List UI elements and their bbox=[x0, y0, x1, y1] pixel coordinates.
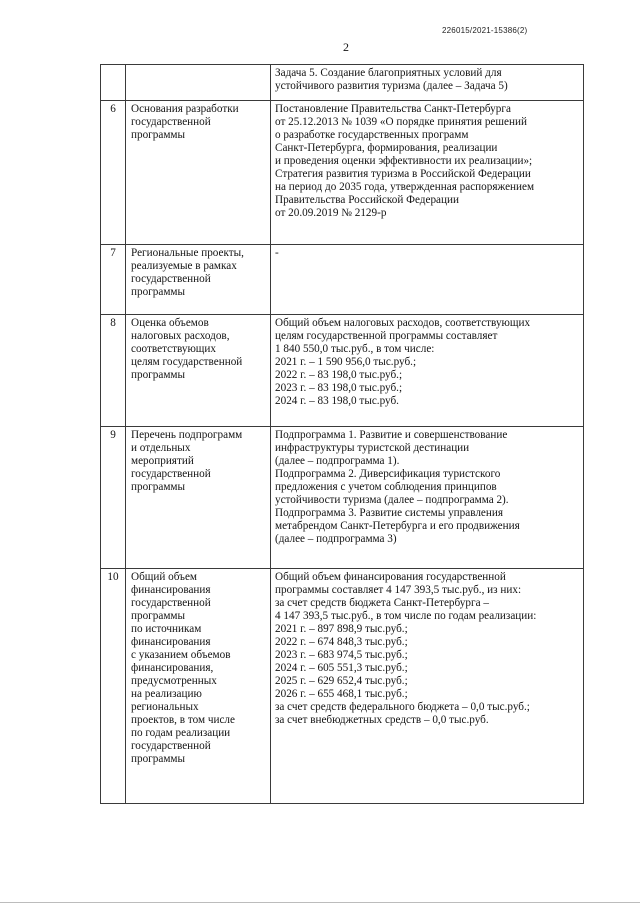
row-number-cell: 9 bbox=[101, 427, 126, 569]
row-label-cell bbox=[126, 315, 271, 427]
desc-line: целям государственной программы составляет bbox=[275, 330, 498, 342]
label-line: государственной bbox=[131, 468, 211, 480]
label-line: налоговых расходов, bbox=[131, 330, 230, 342]
scan-bottom-edge bbox=[0, 902, 640, 903]
table-row-tax-expenditures bbox=[101, 315, 584, 427]
row-description-cell bbox=[271, 101, 584, 245]
row-description-cell bbox=[271, 427, 584, 569]
desc-line: Общий объем финансирования государственной bbox=[275, 571, 506, 583]
desc-line: Задача 5. Создание благоприятных условий для bbox=[275, 67, 502, 79]
desc-line: 2026 г. – 655 468,1 тыс.руб.; bbox=[275, 688, 408, 700]
desc-line: за счет средств федерального бюджета – 0,0 тыс.руб.; bbox=[275, 701, 530, 713]
row-label-cell bbox=[126, 569, 271, 804]
desc-line: 1 840 550,0 тыс.руб., в том числе: bbox=[275, 343, 435, 355]
row-number-cell: 10 bbox=[101, 569, 126, 804]
label-line: реализуемые в рамках bbox=[131, 260, 237, 272]
desc-line: Стратегия развития туризма в Российской Федерации bbox=[275, 168, 531, 180]
desc-line: за счет внебюджетных средств – 0,0 тыс.руб. bbox=[275, 714, 489, 726]
desc-line: устойчивого развития туризма (далее – Задача 5) bbox=[275, 80, 508, 92]
table-row-subprograms bbox=[101, 427, 584, 569]
label-line: Региональные проекты, bbox=[131, 247, 244, 259]
row-description-cell bbox=[271, 569, 584, 804]
label-line: программы bbox=[131, 481, 185, 493]
table-row-program-basis bbox=[101, 101, 584, 245]
label-line: Основания разработки bbox=[131, 103, 239, 115]
desc-line: 2022 г. – 674 848,3 тыс.руб.; bbox=[275, 636, 408, 648]
label-line: и отдельных bbox=[131, 442, 191, 454]
label-line: по источникам bbox=[131, 623, 202, 635]
desc-line: от 20.09.2019 № 2129-р bbox=[275, 207, 387, 219]
label-line: государственной bbox=[131, 273, 211, 285]
desc-line: (далее – подпрограмма 1). bbox=[275, 455, 400, 467]
label-line: Перечень подпрограмм bbox=[131, 429, 243, 441]
label-line: государственной bbox=[131, 597, 211, 609]
desc-line: Общий объем налоговых расходов, соответствующих bbox=[275, 317, 531, 329]
row-number-cell: 8 bbox=[101, 315, 126, 427]
desc-line: Правительства Российской Федерации bbox=[275, 194, 459, 206]
label-line: Оценка объемов bbox=[131, 317, 209, 329]
table-row-funding bbox=[101, 569, 584, 804]
desc-line: Санкт-Петербурга, формирования, реализации bbox=[275, 142, 498, 154]
document-registration-stamp: 226015/2021-15386(2) bbox=[442, 26, 528, 35]
desc-line: на период до 2035 года, утвержденная распоряжением bbox=[275, 181, 535, 193]
label-line: региональных bbox=[131, 701, 199, 713]
desc-line: 2023 г. – 683 974,5 тыс.руб.; bbox=[275, 649, 408, 661]
label-line: по годам реализации bbox=[131, 727, 231, 739]
desc-line: от 25.12.2013 № 1039 «О порядке принятия решений bbox=[275, 116, 527, 128]
desc-line: о разработке государственных программ bbox=[275, 129, 469, 141]
desc-line: - bbox=[275, 247, 279, 259]
desc-line: за счет средств бюджета Санкт-Петербурга – bbox=[275, 597, 489, 609]
desc-line: и проведения оценки эффективности их реализации»; bbox=[275, 155, 533, 167]
desc-line: (далее – подпрограмма 3) bbox=[275, 533, 397, 545]
label-line: финансирования, bbox=[131, 662, 214, 674]
page-number: 2 bbox=[343, 40, 349, 54]
desc-line: 4 147 393,5 тыс.руб., в том числе по годам реализации: bbox=[275, 610, 537, 622]
label-line: соответствующих bbox=[131, 343, 217, 355]
row-number-cell: 6 bbox=[101, 101, 126, 245]
row-label-cell bbox=[126, 245, 271, 315]
label-line: программы bbox=[131, 610, 185, 622]
label-line: Общий объем bbox=[131, 571, 197, 583]
label-line: программы bbox=[131, 369, 185, 381]
label-line: на реализацию bbox=[131, 688, 202, 700]
desc-line: 2024 г. – 605 551,3 тыс.руб.; bbox=[275, 662, 408, 674]
label-line: государственной bbox=[131, 116, 211, 128]
desc-line: инфраструктуры туристской дестинации bbox=[275, 442, 470, 454]
desc-line: Подпрограмма 2. Диверсификация туристского bbox=[275, 468, 501, 480]
label-line: государственной bbox=[131, 740, 211, 752]
label-line: с указанием объемов bbox=[131, 649, 231, 661]
row-description-cell bbox=[271, 245, 584, 315]
desc-line: устойчивости туризма (далее – подпрограмма 2). bbox=[275, 494, 509, 506]
table-row-regional-projects bbox=[101, 245, 584, 315]
program-passport-table bbox=[100, 64, 584, 804]
row-description-cell bbox=[271, 65, 584, 101]
label-line: проектов, в том числе bbox=[131, 714, 235, 726]
row-description-cell bbox=[271, 315, 584, 427]
desc-line: 2021 г. – 897 898,9 тыс.руб.; bbox=[275, 623, 408, 635]
row-label-cell bbox=[126, 427, 271, 569]
table-row-task5 bbox=[101, 65, 584, 101]
label-line: программы bbox=[131, 753, 185, 765]
desc-line: метабрендом Санкт-Петербурга и его продвижения bbox=[275, 520, 520, 532]
desc-line: 2021 г. – 1 590 956,0 тыс.руб.; bbox=[275, 356, 417, 368]
label-line: программы bbox=[131, 286, 185, 298]
label-line: предусмотренных bbox=[131, 675, 217, 687]
row-number-cell: 7 bbox=[101, 245, 126, 315]
label-line: целям государственной bbox=[131, 356, 243, 368]
desc-line: Постановление Правительства Санкт-Петербурга bbox=[275, 103, 511, 115]
desc-line: 2023 г. – 83 198,0 тыс.руб.; bbox=[275, 382, 403, 394]
desc-line: 2024 г. – 83 198,0 тыс.руб. bbox=[275, 395, 399, 407]
desc-line: предложения с учетом соблюдения принципов bbox=[275, 481, 497, 493]
desc-line: 2025 г. – 629 652,4 тыс.руб.; bbox=[275, 675, 408, 687]
label-line: финансирования bbox=[131, 636, 211, 648]
row-label-cell bbox=[126, 101, 271, 245]
label-line: программы bbox=[131, 129, 185, 141]
desc-line: Подпрограмма 1. Развитие и совершенствование bbox=[275, 429, 508, 441]
row-number-cell bbox=[101, 65, 126, 101]
desc-line: программы составляет 4 147 393,5 тыс.руб., из них: bbox=[275, 584, 522, 596]
desc-line: Подпрограмма 3. Развитие системы управления bbox=[275, 507, 504, 519]
desc-line: 2022 г. – 83 198,0 тыс.руб.; bbox=[275, 369, 403, 381]
label-line: финансирования bbox=[131, 584, 211, 596]
row-label-cell bbox=[126, 65, 271, 101]
label-line: мероприятий bbox=[131, 455, 194, 467]
